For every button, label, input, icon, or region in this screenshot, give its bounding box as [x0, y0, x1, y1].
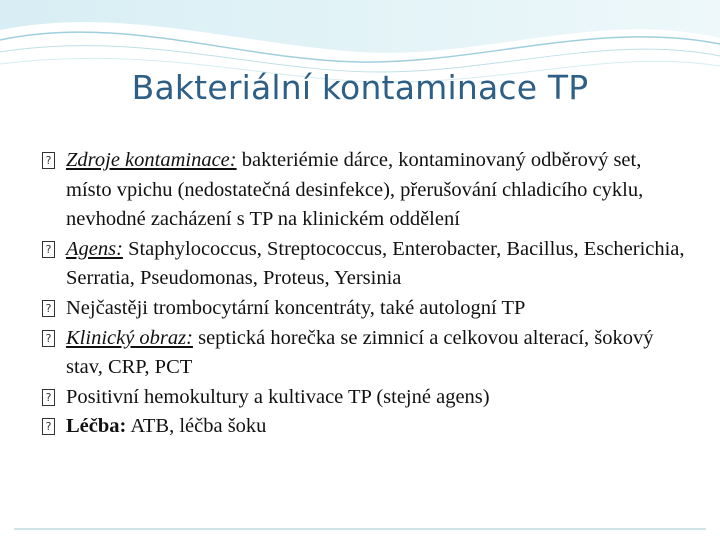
bullet-item	[42, 294, 692, 324]
bullet-text: Positivní hemokultury a kultivace TP (stejné agens)	[66, 385, 490, 408]
bullet-glyph-icon: ?	[42, 418, 55, 435]
bullet-glyph-icon: ?	[42, 300, 55, 317]
bullet-label: Agens:	[66, 237, 123, 260]
bullet-item	[42, 324, 692, 383]
bullet-text: Nejčastěji trombocytární koncentráty, také autologní TP	[66, 296, 526, 319]
bullet-label: Klinický obraz:	[66, 326, 193, 349]
bullet-item	[42, 146, 692, 235]
bullet-label: Léčba:	[66, 415, 127, 438]
bullet-glyph-icon: ?	[42, 241, 55, 258]
bullet-item	[42, 412, 692, 442]
bullet-label: Zdroje kontaminace:	[66, 149, 237, 171]
bullet-glyph-icon: ?	[42, 330, 55, 347]
bullet-glyph-icon: ?	[42, 389, 55, 406]
bullet-text: ATB, léčba šoku	[126, 415, 267, 438]
bullet-item	[42, 383, 692, 413]
bullet-list	[42, 146, 692, 442]
bullet-text: bakteriémie dárce, kontaminovaný odběrový set, místo vpichu (nedostatečná desinfekce), přerušování chladicího cyklu, nevhodné zacházení s TP na klinickém oddělení	[66, 149, 644, 231]
slide-title: Bakteriální kontaminace TP	[131, 68, 589, 107]
bullet-text: septická horečka se zimnicí a celkovou alterací, šokový stav, CRP, PCT	[66, 326, 654, 379]
bullet-glyph-icon: ?	[42, 152, 55, 169]
bullet-item	[42, 235, 692, 294]
bullet-text: Staphylococcus, Streptococcus, Enterobacter, Bacillus, Escherichia, Serratia, Pseudomonas, Proteus, Yersinia	[66, 237, 685, 290]
bottom-divider	[14, 528, 706, 530]
